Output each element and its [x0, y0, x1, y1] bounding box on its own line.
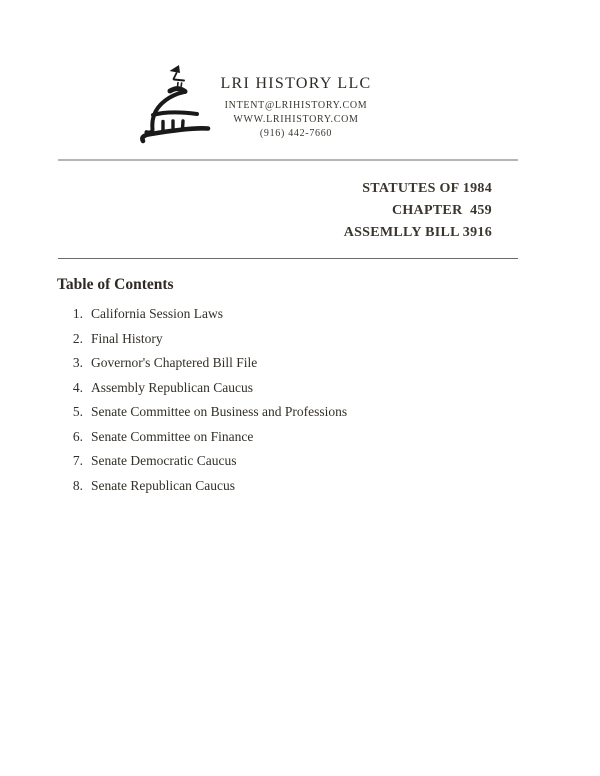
toc-item [57, 306, 537, 331]
toc-item-label: Senate Democratic Caucus [91, 453, 237, 468]
toc-item-label: California Session Laws [91, 306, 223, 321]
assembly-bill-line: ASSEMLLY BILL 3916 [343, 225, 492, 240]
toc-heading: Table of Contents [57, 276, 174, 293]
toc-item-label: Governor's Chaptered Bill File [91, 355, 258, 370]
phone-text: (916) 442-7660 [259, 128, 333, 139]
website-text: WWW.LRIHISTORY.COM [233, 114, 359, 125]
flag-icon [170, 65, 181, 73]
company-name: LRI HISTORY LLC [220, 75, 372, 92]
toc-item [57, 355, 537, 380]
toc-item-number: 1. [72, 306, 83, 321]
toc-item-label: Senate Republican Caucus [91, 477, 235, 493]
toc-item-number: 4. [72, 379, 83, 395]
toc-list [57, 306, 537, 502]
toc-item-number: 3. [72, 355, 83, 370]
reference-divider [58, 258, 518, 259]
statutes-line: STATUTES OF 1984 [362, 181, 492, 196]
toc-item [57, 478, 537, 503]
toc-item-number: 6. [72, 428, 83, 444]
statute-reference-block [192, 178, 492, 244]
header-divider [58, 159, 518, 161]
toc-item-label: Final History [91, 330, 163, 346]
toc-item-label: Assembly Republican Caucus [91, 379, 253, 395]
toc-item-number: 8. [72, 477, 83, 493]
toc-item-number: 5. [72, 404, 83, 419]
toc-item-label: Senate Committee on Finance [91, 428, 254, 444]
chapter-line: CHAPTER 459 [391, 203, 492, 218]
toc-item-number: 7. [72, 453, 83, 468]
toc-item [57, 380, 537, 405]
toc-item [57, 404, 537, 429]
toc-item [57, 429, 537, 454]
letterhead [186, 75, 406, 141]
toc-item [57, 331, 537, 356]
email-text: INTENT@LRIHISTORY.COM [224, 100, 368, 111]
toc-item [57, 453, 537, 478]
toc-item-label: Senate Committee on Business and Professions [91, 404, 348, 419]
toc-item-number: 2. [72, 330, 83, 346]
